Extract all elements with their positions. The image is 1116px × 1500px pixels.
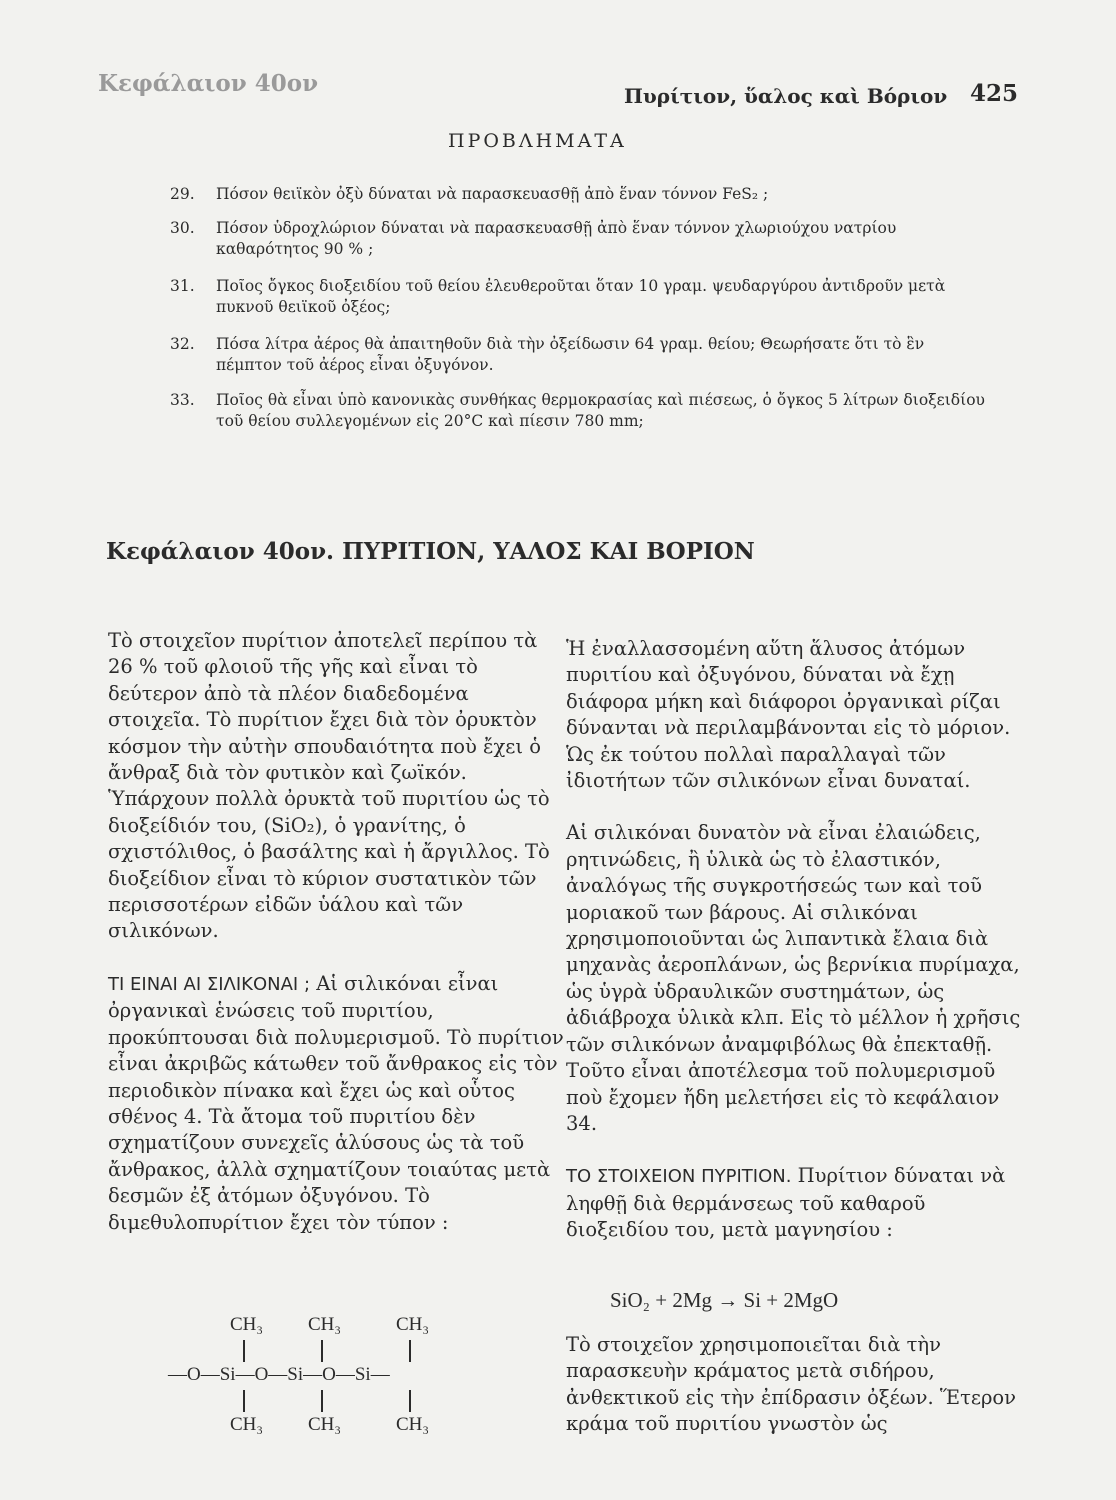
dimethylsilicone-formula	[168, 1314, 458, 1464]
formula-ch3-bottom-2: CH₃	[308, 1414, 342, 1435]
formula-bond	[243, 1340, 245, 1362]
problem-number: 32.	[170, 335, 195, 353]
problem-32	[170, 334, 990, 376]
problem-text: Ποῖος ὄγκος διοξειδίου τοῦ θείου ἐλευθεροῦται ὅταν 10 γραμ. ψευδαργύρου ἀντιδροῦν μετὰ πυκνοῦ θειϊκοῦ ὀξέος;	[216, 277, 946, 316]
problems-title: ΠΡΟΒΛΗΜΑΤΑ	[448, 130, 627, 152]
formula-ch3-top-2: CH₃	[308, 1314, 342, 1335]
paragraph-chain-variation: Ἡ ἐναλλασσομένη αὕτη ἅλυσος ἀτόμων πυριτίου καὶ ὀξυγόνου, δύναται νὰ ἔχῃ διάφορα μήκη καὶ διάφοροι ὀργανικαὶ ρίζαι δύνανται νὰ περιλαμβάνονται εἰς τὸ μόριον. Ὡς ἐκ τούτου πολλαὶ παραλλαγαὶ τῶν ἰδιοτήτων τῶν σιλικόνων εἶναι δυναταί.	[566, 637, 1011, 793]
problem-33	[170, 390, 990, 432]
formula-ch3-bottom-3: CH₃	[396, 1414, 430, 1435]
left-column	[108, 628, 564, 1262]
paragraph-silicones	[108, 971, 564, 1236]
problem-30	[170, 218, 990, 260]
section-lead-element: ΤΟ ΣΤΟΙΧΕΙΟΝ ΠΥΡΙΤΙΟΝ.	[566, 1166, 792, 1188]
formula-ch3-top-1: CH₃	[230, 1314, 264, 1335]
paragraph-alloys: Τὸ στοιχεῖον χρησιμοποιεῖται διὰ τὴν παρασκευὴν κράματος μετὰ σιδήρου, ἀνθεκτικοῦ εἰς τὴν ἐπίδρασιν ὀξέων. Ἕτερον κράμα τοῦ πυριτίου γνωστὸν ὡς	[566, 1333, 1017, 1436]
formula-chain: —O—Si—O—Si—O—Si—	[168, 1364, 390, 1385]
paragraph-silicones-body: Αἱ σιλικόναι εἶναι ὀργανικαὶ ἑνώσεις τοῦ πυριτίου, προκύπτουσαι διὰ πολυμερισμοῦ. Τὸ πυρίτιον εἶναι ἀκριβῶς κάτωθεν τοῦ ἄνθρακος εἰς τὸν περιοδικὸν πίνακα καὶ ἔχει ὡς καὶ οὗτος σθένος 4. Τὰ ἄτομα τοῦ πυριτίου δὲν σχηματίζουν συνεχεῖς ἁλύσους ὡς τὰ τοῦ ἄνθρακος, ἀλλὰ σχηματίζουν τοιαύτας μετὰ δεσμῶν ἐξ ἀτόμων ὀξυγόνου. Τὸ διμεθυλοπυρίτιον ἔχει τὸν τύπον :	[108, 971, 564, 1234]
formula-bond	[321, 1340, 323, 1362]
formula-ch3-top-3: CH₃	[396, 1314, 430, 1335]
paragraph-silicon-intro: Τὸ στοιχεῖον πυρίτιον ἀποτελεῖ περίπου τὰ 26 % τοῦ φλοιοῦ τῆς γῆς καὶ εἶναι τὸ δεύτερον ἀπὸ τὰ πλέον διαδεδομένα στοιχεῖα. Τὸ πυρίτιον ἔχει διὰ τὸν ὀρυκτὸν κόσμον τὴν αὐτὴν σπουδαιότητα ποὺ ἔχει ὁ ἄνθραξ διὰ τὸν φυτικὸν καὶ ζωϊκόν. Ὑπάρχουν πολλὰ ὀρυκτὰ τοῦ πυριτίου ὡς τὸ διοξείδιόν του, (SiO₂), ὁ γρανίτης, ὁ σχιστόλιθος, ὁ βασάλτης καὶ ἡ ἄργιλλος. Τὸ διοξείδιον εἶναι τὸ κύριον συστατικὸν τῶν περισσοτέρων εἰδῶν ὑάλου καὶ τῶν σιλικόνων.	[108, 629, 550, 943]
problem-number: 29.	[170, 185, 195, 203]
problem-31	[170, 276, 990, 318]
section-lead-silicones: ΤΙ ΕΙΝΑΙ ΑΙ ΣΙΛΙΚΟΝΑΙ ;	[108, 973, 311, 995]
formula-bond	[409, 1390, 411, 1412]
problem-text: Ποῖος θὰ εἶναι ὑπὸ κανονικὰς συνθήκας θερμοκρασίας καὶ πιέσεως, ὁ ὄγκος 5 λίτρων διοξειδίου τοῦ θείου συλλεγομένων εἰς 20°C καὶ πίεσιν 780 mm;	[216, 391, 985, 430]
problem-number: 30.	[170, 219, 195, 237]
header-running-title: Πυρίτιον, ὕαλος καὶ Βόριον	[624, 84, 948, 108]
right-column	[566, 636, 1022, 1270]
problem-text: Πόσα λίτρα ἀέρος θὰ ἀπαιτηθοῦν διὰ τὴν ὀξείδωσιν 64 γραμ. θείου; Θεωρήσατε ὅτι τὸ ἓν πέμπτον τοῦ ἀέρος εἶναι ὀξυγόνον.	[216, 335, 925, 374]
page-number: 425	[970, 80, 1019, 107]
reaction-equation: SiO₂ + 2Mg → Si + 2MgO	[610, 1288, 839, 1312]
chapter-heading: Κεφάλαιον 40ον. ΠΥΡΙΤΙΟΝ, ΥΑΛΟΣ ΚΑΙ ΒΟΡΙΟΝ	[106, 538, 755, 565]
formula-bond	[409, 1340, 411, 1362]
paragraph-element-silicon	[566, 1163, 1022, 1243]
problem-number: 33.	[170, 391, 195, 409]
paragraph-silicone-uses: Αἱ σιλικόναι δυνατὸν νὰ εἶναι ἐλαιώδεις, ρητινώδεις, ἢ ὑλικὰ ὡς τὸ ἐλαστικόν, ἀναλόγως τῆς συγκροτήσεώς των καὶ τοῦ μοριακοῦ των βάρους. Αἱ σιλικόναι χρησιμοποιοῦνται ὡς λιπαντικὰ ἔλαια διὰ μηχανὰς ἀεροπλάνων, ὡς βερνίκια πυρίμαχα, ὡς ὑγρὰ ὑδραυλικῶν συστημάτων, ὡς ἀδιάβροχα ὑλικὰ κλπ. Εἰς τὸ μέλλον ἡ χρῆσις τῶν σιλικόνων ἀναμφιβόλως θὰ ἐπεκταθῇ. Τοῦτο εἶναι ἀποτέλεσμα τοῦ πολυμερισμοῦ ποὺ ἔχομεν ἤδη μελετήσει εἰς τὸ κεφάλαιον 34.	[566, 821, 1021, 1135]
problem-29	[170, 184, 990, 205]
paragraph-element-body: Πυρίτιον δύναται νὰ ληφθῇ διὰ θερμάνσεως τοῦ καθαροῦ διοξειδίου του, μετὰ μαγνησίου :	[566, 1164, 1006, 1242]
header-chapter: Κεφάλαιον 40ον	[98, 70, 319, 97]
right-column-continued	[566, 1332, 1022, 1464]
problem-text: Πόσον ὑδροχλώριον δύναται νὰ παρασκευασθῇ ἀπὸ ἕναν τόννον χλωριούχου νατρίου καθαρότητος 90 % ;	[216, 219, 897, 258]
problem-number: 31.	[170, 277, 195, 295]
formula-ch3-bottom-1: CH₃	[230, 1414, 264, 1435]
formula-bond	[321, 1390, 323, 1412]
problem-text: Πόσον θειϊκὸν ὀξὺ δύναται νὰ παρασκευασθῇ ἀπὸ ἕναν τόννον FeS₂ ;	[216, 185, 769, 203]
formula-bond	[243, 1390, 245, 1412]
